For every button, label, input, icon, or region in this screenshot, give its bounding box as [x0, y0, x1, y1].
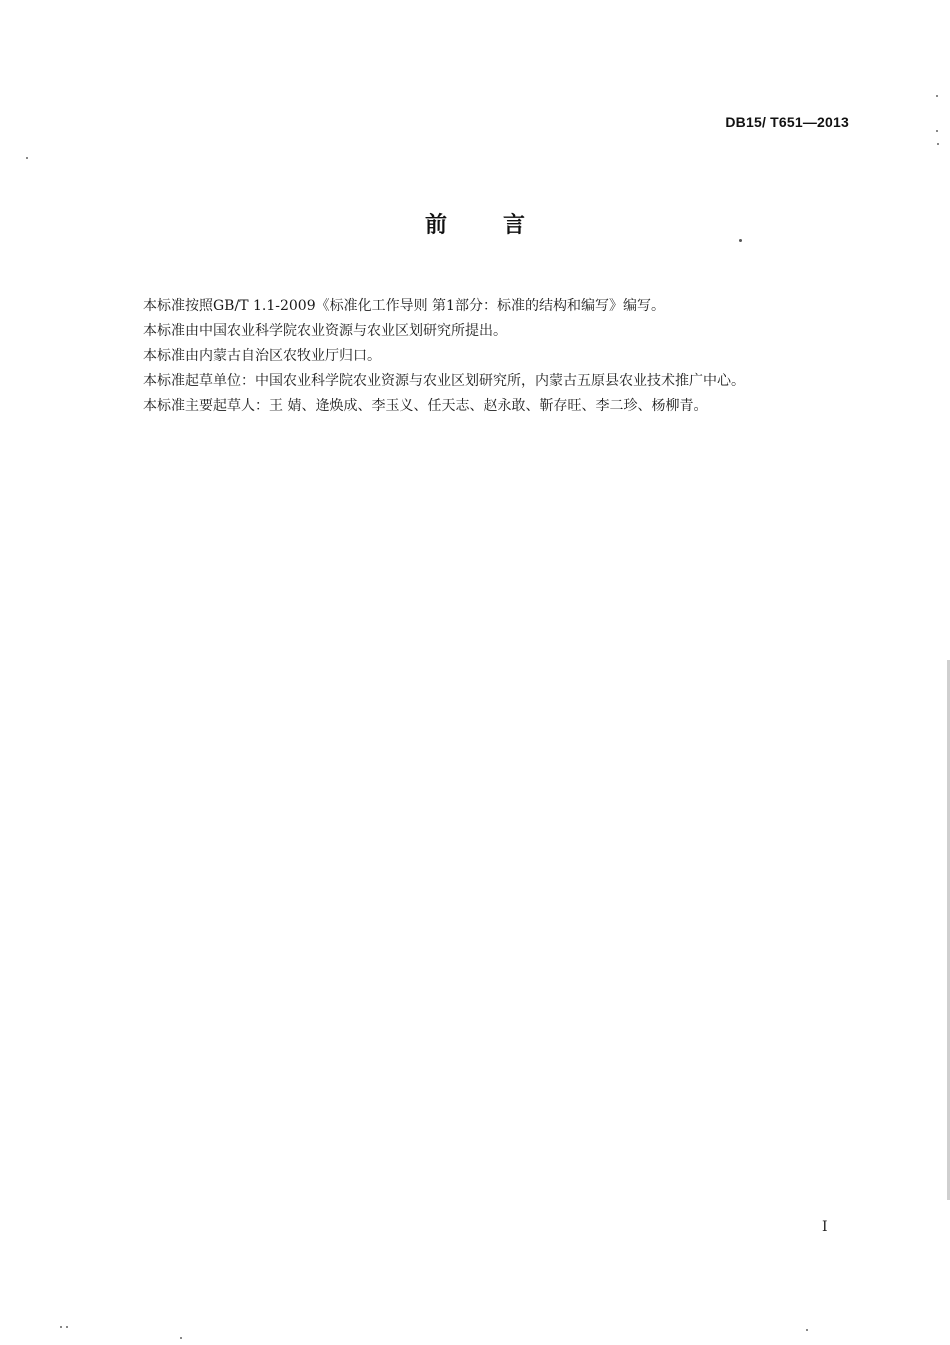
scan-speck	[180, 1337, 182, 1339]
scan-speck	[60, 1326, 62, 1328]
title-char-2: 言	[503, 213, 526, 238]
scan-speck	[936, 95, 938, 97]
scan-speck	[66, 1326, 68, 1328]
page-number: I	[822, 1219, 828, 1235]
scan-speck	[26, 157, 28, 159]
scan-speck	[806, 1329, 808, 1331]
scan-speck	[937, 143, 939, 145]
paragraph-proposer: 本标准由中国农业科学院农业资源与农业区划研究所提出。	[143, 323, 507, 339]
page-title	[0, 208, 950, 239]
foreword-body	[143, 294, 863, 419]
standard-code: DB15/ T651—2013	[725, 114, 849, 130]
paragraph-drafting-rules: 本标准按照GB/T 1.1-2009《标准化工作导则 第1部分：标准的结构和编写》编写。	[143, 298, 665, 314]
paragraph-drafting-units: 本标准起草单位：中国农业科学院农业资源与农业区划研究所，内蒙古五原县农业技术推广中心。	[143, 373, 745, 389]
scan-speck	[936, 130, 938, 132]
paragraph-drafters: 本标准主要起草人：王 婧、逄焕成、李玉义、任天志、赵永敢、靳存旺、李二珍、杨柳青。	[143, 398, 708, 414]
scan-speck	[739, 239, 742, 242]
paragraph-administrator: 本标准由内蒙古自治区农牧业厅归口。	[143, 348, 381, 364]
title-char-1: 前	[424, 213, 447, 238]
